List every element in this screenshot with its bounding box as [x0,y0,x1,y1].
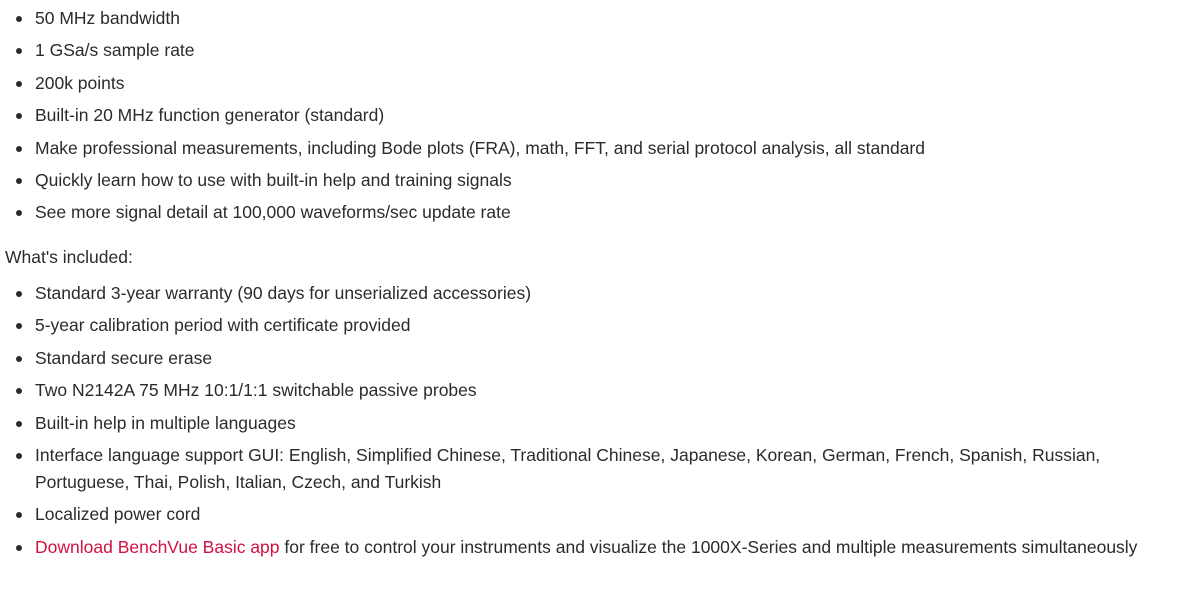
bullet-icon [16,356,22,362]
list-item [0,280,1203,307]
list-item [0,312,1203,339]
list-item [0,501,1203,528]
spec-text: See more signal detail at 100,000 waveforms/sec update rate [35,202,511,223]
included-text: Standard secure erase [35,347,213,368]
spec-text: 50 MHz bandwidth [35,8,180,28]
included-text: Interface language support GUI: English, Simplified Chinese, Traditional Chinese, Japanese, Korean, German, French, Spanish, Russian, Portuguese, Thai, Polish, Italian, Czech, and Turkish [35,444,1101,492]
list-item [0,199,1203,226]
bullet-icon [16,210,22,216]
list-item [0,5,1203,32]
bullet-icon [16,512,22,518]
bullet-icon [16,81,22,87]
list-item [0,70,1203,97]
bullet-icon [16,146,22,152]
spec-text: 1 GSa/s sample rate [35,40,195,61]
list-item [0,442,1203,496]
spec-text: Quickly learn how to use with built-in help and training signals [35,169,512,190]
download-benchvue-link[interactable]: Download BenchVue Basic app [35,536,280,557]
list-item [0,102,1203,129]
included-text: Built-in help in multiple languages [35,412,296,433]
included-list [0,280,1203,566]
bullet-icon [16,113,22,119]
spec-text: 200k points [35,72,125,93]
list-item [0,345,1203,372]
list-item [0,135,1203,162]
list-item [0,377,1203,404]
bullet-icon [16,453,22,459]
included-text: 5-year calibration period with certificate provided [35,315,411,336]
bullet-icon [16,48,22,54]
included-text: Two N2142A 75 MHz 10:1/1:1 switchable passive probes [35,380,477,401]
bullet-icon [16,323,22,329]
list-item [0,534,1203,561]
bullet-icon [16,291,22,297]
list-item [0,410,1203,437]
bullet-icon [16,421,22,427]
download-description: for free to control your instruments and visualize the 1000X-Series and multiple measurements simultaneously [279,536,1138,557]
included-text: Localized power cord [35,504,201,525]
bullet-icon [16,545,22,551]
list-item [0,167,1203,194]
spec-text: Built-in 20 MHz function generator (standard) [35,105,385,126]
list-item [0,37,1203,64]
spec-text: Make professional measurements, including Bode plots (FRA), math, FFT, and serial protocol analysis, all standard [35,137,925,158]
bullet-icon [16,178,22,184]
bullet-icon [16,16,22,22]
specs-list [0,5,1203,232]
included-heading: What's included: [5,247,133,267]
bullet-icon [16,388,22,394]
included-text: Standard 3-year warranty (90 days for unserialized accessories) [35,283,532,303]
